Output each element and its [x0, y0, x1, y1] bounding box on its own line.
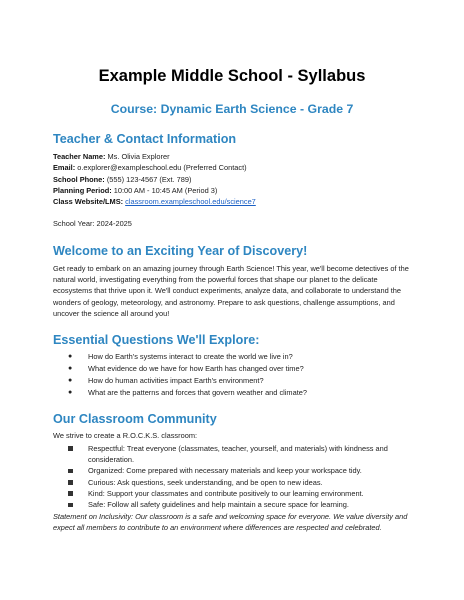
square-bullet-icon [68, 503, 73, 508]
email-row [53, 162, 411, 173]
rocks-item-text: Kind: Support your classmates and contribute positively to our learning environment. [88, 488, 364, 498]
question-text: How do human activities impact Earth's environment? [88, 375, 264, 385]
school-year: School Year: 2024-2025 [53, 219, 132, 229]
welcome-heading: Welcome to an Exciting Year of Discovery! [53, 243, 308, 258]
rocks-item-text: Organized: Come prepared with necessary materials and keep your workspace tidy. [88, 466, 362, 476]
square-bullet-icon [68, 480, 73, 485]
community-intro: We strive to create a R.O.C.K.S. classroom: [53, 431, 198, 441]
rocks-list [53, 443, 411, 511]
class-website-label: Class Website/LMS: [53, 197, 124, 207]
classroom-community-heading: Our Classroom Community [53, 412, 217, 427]
teacher-name-value: Ms. Olivia Explorer [107, 152, 170, 161]
planning-period-label: Planning Period: [53, 185, 112, 195]
document-title: Example Middle School - Syllabus [98, 67, 366, 85]
essential-questions-heading: Essential Questions We'll Explore: [53, 333, 260, 348]
list-item [53, 351, 411, 363]
teacher-name-label: Teacher Name: [53, 152, 106, 161]
phone-label: School Phone: [53, 174, 105, 184]
bullet-icon: ● [68, 388, 73, 396]
class-website-row [53, 196, 411, 207]
list-item [53, 387, 411, 399]
rocks-item-text: Safe: Follow all safety guidelines and help maintain a secure space for learning. [88, 500, 349, 510]
phone-row [53, 174, 411, 185]
planning-period-value: 10:00 AM - 10:45 AM (Period 3) [113, 185, 218, 195]
course-title: Course: Dynamic Earth Science - Grade 7 [110, 102, 354, 116]
class-website-link[interactable]: classroom.exampleschool.edu/science7 [125, 197, 256, 207]
planning-period-row [53, 185, 411, 196]
square-bullet-icon [68, 446, 73, 451]
bullet-icon: ● [68, 376, 73, 384]
rocks-item-text: Respectful: Treat everyone (classmates, teacher, yourself, and materials) with kindness and consideration. [88, 443, 388, 465]
question-text: How do Earth's systems interact to create the world we live in? [88, 352, 293, 362]
essential-questions-list [53, 351, 411, 398]
square-bullet-icon [68, 469, 73, 474]
question-text: What evidence do we have for how Earth has changed over time? [88, 364, 304, 374]
phone-value: (555) 123-4567 (Ext. 789) [106, 174, 192, 184]
teacher-name-row [53, 151, 411, 162]
email-value: o.explorer@exampleschool.edu (Preferred Contact) [77, 163, 247, 173]
list-item [53, 477, 411, 488]
square-bullet-icon [68, 491, 73, 496]
list-item [53, 465, 411, 476]
list-item [53, 443, 411, 466]
question-text: What are the patterns and forces that govern weather and climate? [88, 387, 307, 397]
email-label: Email: [53, 163, 76, 173]
teacher-info-block [53, 151, 411, 207]
list-item [53, 363, 411, 375]
bullet-icon: ● [68, 365, 73, 373]
bullet-icon: ● [68, 353, 73, 361]
list-item [53, 499, 411, 510]
list-item [53, 375, 411, 387]
teacher-contact-heading: Teacher & Contact Information [53, 132, 237, 146]
list-item [53, 488, 411, 499]
inclusivity-statement: Statement on Inclusivity: Our classroom is a safe and welcoming space for everyone. We value diversity and expect all members to contribute to an environment where differences are respected and celebrated. [53, 511, 408, 532]
welcome-paragraph: Get ready to embark on an amazing journey through Earth Science! This year, we'll become detectives of the natural world, investigating everything from the powerful forces that shape our planet to the delicate ecosystems that thrive upon it. We'll conduct experiments, analyze data, and collaborate to understand the wonders of geology, meteorology, and astronomy. Prepare to ask questions, challenge assumptions, and uncover the science all around you! [53, 263, 409, 318]
rocks-item-text: Curious: Ask questions, seek understanding, and be open to new ideas. [88, 477, 323, 487]
